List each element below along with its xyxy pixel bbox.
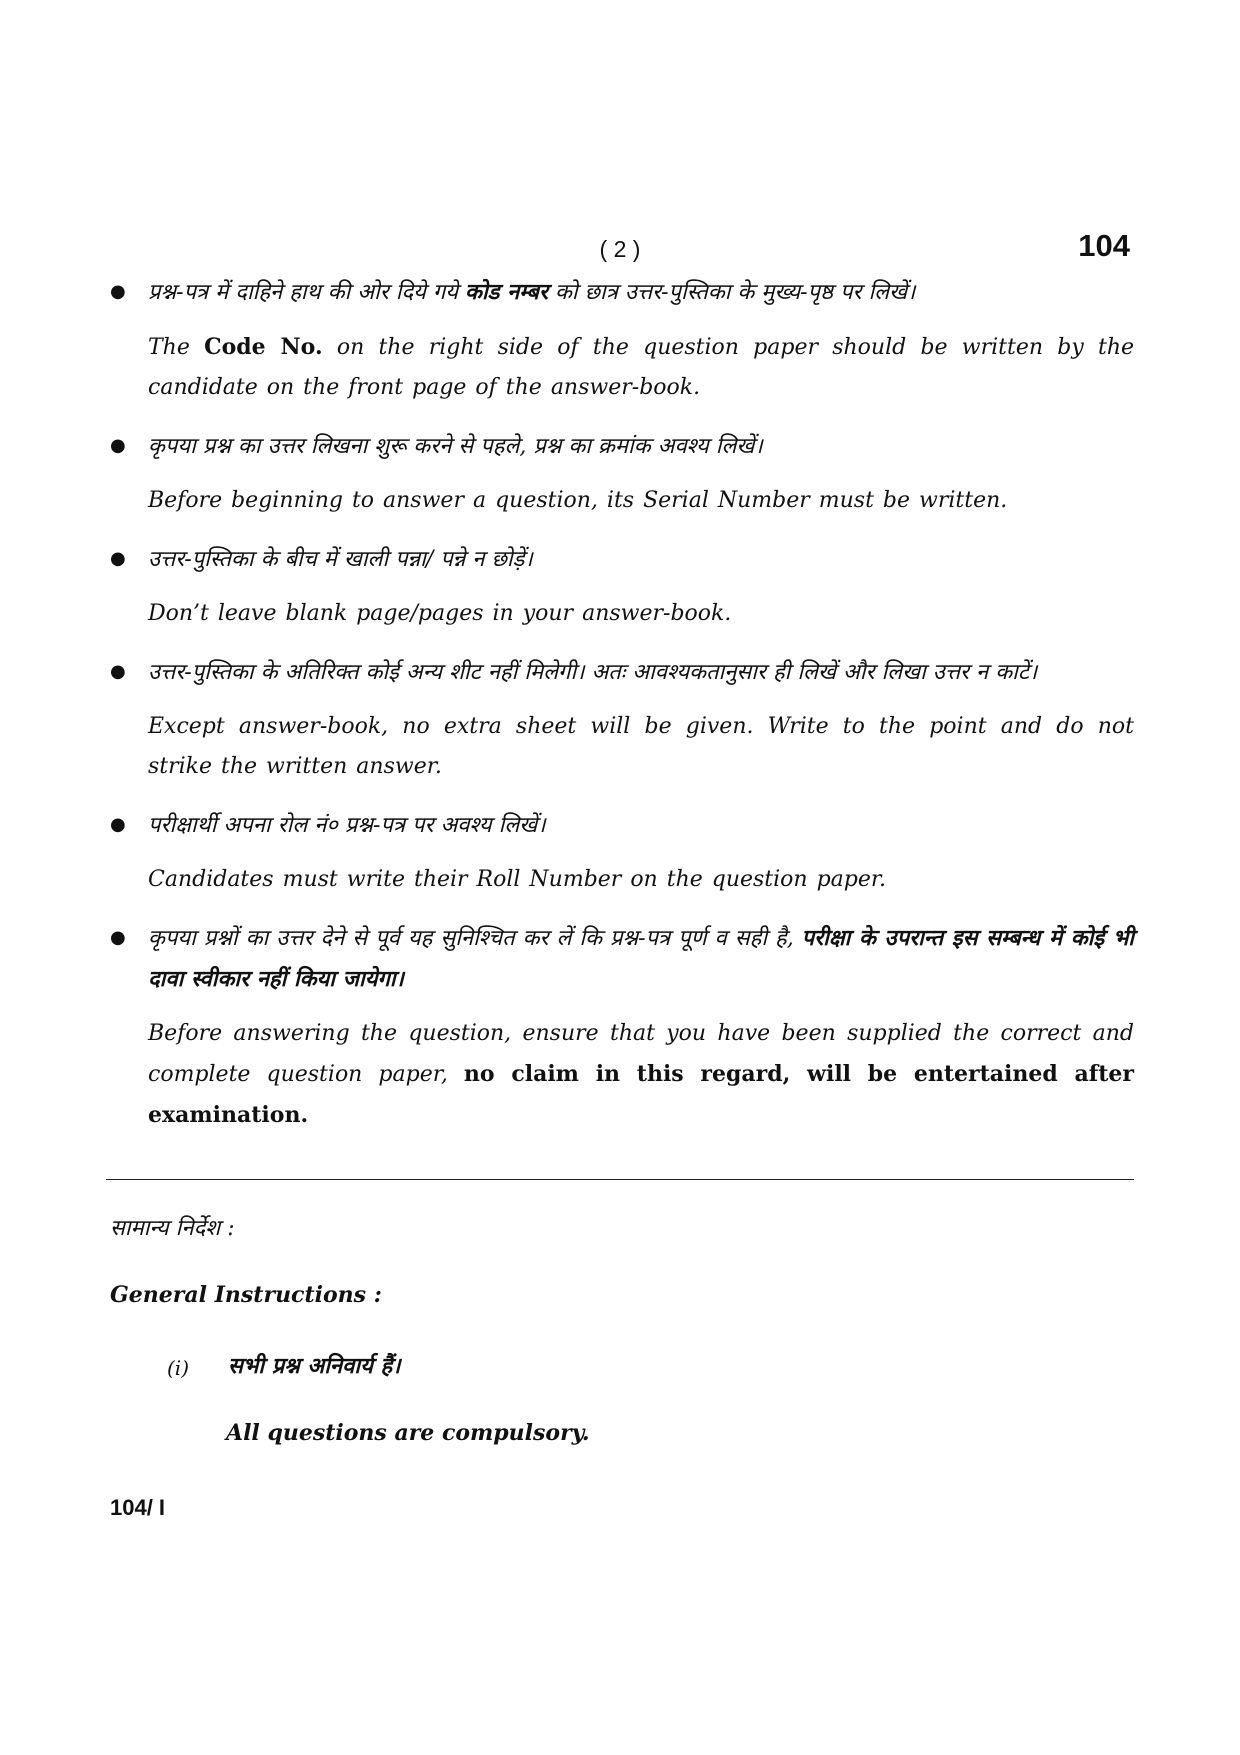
instruction-hindi: उत्तर-पुस्तिका के अतिरिक्त कोई अन्य शीट नहीं मिलेगी। अतः आवश्यकतानुसार ही लिखें और लिखा उत्तर न काटें। [148,660,1038,685]
footer-code: 104/ I [110,1495,166,1520]
instruction-english: Candidates must write their Roll Number on the question paper. [148,867,886,892]
instruction-english: Before answering the question, ensure that you have been supplied the correct and complete question paper, no claim in this regard, will be entertained after examination. [148,1021,1135,1128]
instruction-item [106,652,1134,787]
instruction-hindi: कृपया प्रश्न का उत्तर लिखना शुरू करने से पहले, प्रश्न का क्रमांक अवश्य लिखें। [148,434,763,459]
instruction-item [106,918,1134,1136]
instruction-english: The Code No. on the right side of the question paper should be written by the candidate on the front page of the answer-book. [148,334,1135,400]
instruction-item [106,805,1134,900]
instruction-item [106,426,1134,521]
instruction-list [106,272,1134,1154]
bullet-icon: ● [110,661,126,682]
instruction-hindi: परीक्षार्थी अपना रोल नं० प्रश्न-पत्र पर अवश्य लिखें। [148,813,546,838]
instruction-item [106,272,1134,408]
instruction-hindi: उत्तर-पुस्तिका के बीच में खाली पन्ना/ पन्ने न छोड़ें। [148,547,533,572]
bullet-icon: ● [110,927,126,948]
instruction-english: Before beginning to answer a question, its Serial Number must be written. [148,488,1008,513]
instruction-english: Except answer-book, no extra sheet will be given. Write to the point and do not strike the written answer. [148,714,1134,779]
general-instructions-heading: General Instructions : [110,1282,382,1308]
section-divider [106,1179,1134,1180]
general-item-hindi: सभी प्रश्न अनिवार्य हैं। [228,1353,401,1379]
instruction-item [106,539,1134,634]
page-number: ( 2 ) [599,236,641,262]
bullet-icon: ● [110,281,126,302]
general-item-english: All questions are compulsory. [226,1420,590,1446]
bullet-icon: ● [110,548,126,569]
bullet-icon: ● [110,814,126,835]
instruction-english: Don’t leave blank page/pages in your answer-book. [148,601,732,626]
paper-code: 104 [1078,228,1130,263]
general-instructions-heading-hindi: सामान्य निर्देश : [110,1216,235,1241]
instruction-hindi: प्रश्न-पत्र में दाहिने हाथ की ओर दिये गये कोड नम्बर को छात्र उत्तर-पुस्तिका के मुख्य-पृष्ठ पर लिखें। [148,279,916,305]
instruction-hindi: कृपया प्रश्नों का उत्तर देने से पूर्व यह सुनिश्चित कर लें कि प्रश्न-पत्र पूर्ण व सही है, परीक्षा के उपरान्त इस सम्बन्ध में कोई भी दावा स्वीकार नहीं किया जायेगा। [148,925,1134,992]
bullet-icon: ● [110,435,126,456]
general-item-number: (i) [167,1356,190,1380]
